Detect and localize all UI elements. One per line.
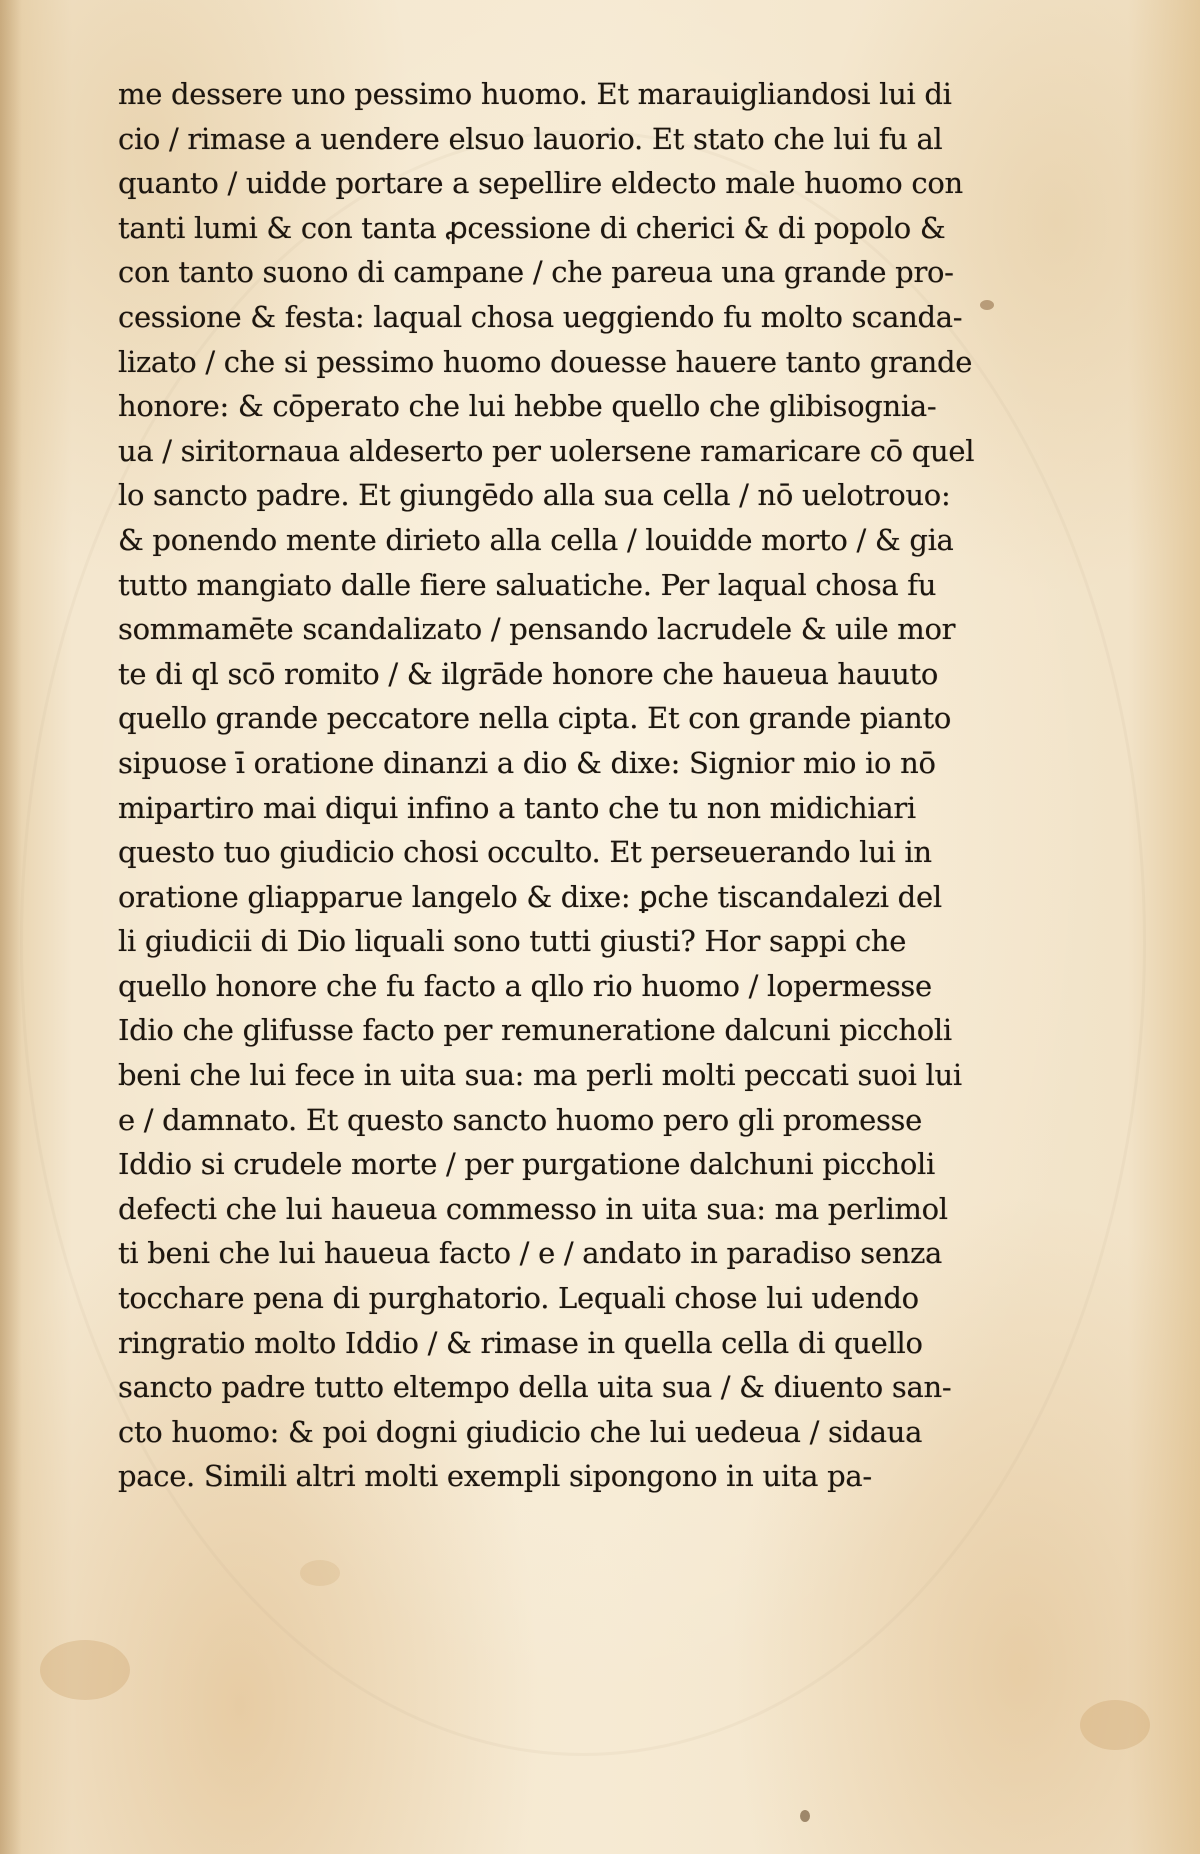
text-line: pace. Simili altri molti exempli sipongono in uita pa- xyxy=(118,1459,872,1494)
text-line: beni che lui fece in uita sua: ma perli molti peccati suoi lui xyxy=(118,1058,962,1093)
text-line: mipartiro mai diqui infino a tanto che tu non midichiari xyxy=(118,790,916,825)
text-line: tanti lumi & con tanta ꝓcessione di cherici & di popolo & xyxy=(118,210,946,245)
text-line: sancto padre tutto eltempo della uita sua / & diuento san- xyxy=(118,1370,952,1405)
text-line: ringratio molto Iddio / & rimase in quella cella di quello xyxy=(118,1325,923,1360)
text-line: cto huomo: & poi dogni giudicio che lui uedeua / sidaua xyxy=(118,1414,923,1449)
text-line: lizato / che si pessimo huomo douesse hauere tanto grande xyxy=(118,344,973,379)
text-line: te di ql scō romito / & ilgrāde honore che haueua hauuto xyxy=(118,656,939,691)
text-line: Iddio si crudele morte / per purgatione dalchuni piccholi xyxy=(118,1147,935,1182)
text-line: tutto mangiato dalle fiere saluatiche. Per laqual chosa fu xyxy=(118,567,937,602)
text-line: con tanto suono di campane / che pareua una grande pro- xyxy=(118,255,954,290)
text-line: lo sancto padre. Et giungēdo alla sua cella / nō uelotrouo: xyxy=(118,478,951,513)
text-line: sommamēte scandalizato / pensando lacrudele & uile mor xyxy=(118,612,956,647)
text-line: ua / siritornaua aldeserto per uolersene ramaricare cō quel xyxy=(118,433,975,468)
text-line: me dessere uno pessimo huomo. Et marauigliandosi lui di xyxy=(118,77,952,111)
text-line: quello honore che fu facto a qllo rio huomo / lopermesse xyxy=(118,968,932,1003)
text-line: defecti che lui haueua commesso in uita sua: ma perlimol xyxy=(118,1191,948,1226)
text-line: questo tuo giudicio chosi occulto. Et perseuerando lui in xyxy=(118,835,932,870)
text-line: Idio che glifusse facto per remuneratione dalcuni piccholi xyxy=(118,1013,952,1048)
text-line: li giudicii di Dio liquali sono tutti giusti? Hor sappi che xyxy=(118,924,907,959)
text-line: cessione & festa: laqual chosa ueggiendo fu molto scanda- xyxy=(118,299,963,334)
printed-text-block xyxy=(118,72,998,1499)
ink-speck xyxy=(800,1810,810,1822)
foxing-stain xyxy=(1080,1700,1150,1750)
text-line: cio / rimase a uendere elsuo lauorio. Et stato che lui fu al xyxy=(118,121,943,156)
foxing-stain xyxy=(40,1640,130,1700)
text-line: & ponendo mente dirieto alla cella / louidde morto / & gia xyxy=(118,522,954,557)
foxing-stain xyxy=(300,1560,340,1586)
text-line: quello grande peccatore nella cipta. Et con grande pianto xyxy=(118,701,951,736)
text-line: honore: & cōperato che lui hebbe quello che glibisognia- xyxy=(118,389,937,424)
text-line: quanto / uidde portare a sepellire eldecto male huomo con xyxy=(118,166,963,201)
text-line: tocchare pena di purghatorio. Lequali chose lui udendo xyxy=(118,1281,919,1316)
text-line: sipuose ī oratione dinanzi a dio & dixe: Signior mio io nō xyxy=(118,745,936,780)
page-gutter-shadow xyxy=(0,0,22,1854)
text-line: oratione gliapparue langelo & dixe: ꝑche tiscandalezi del xyxy=(118,879,942,914)
text-line: e / damnato. Et questo sancto huomo pero gli promesse xyxy=(118,1102,922,1137)
text-line: ti beni che lui haueua facto / e / andato in paradiso senza xyxy=(118,1236,943,1271)
